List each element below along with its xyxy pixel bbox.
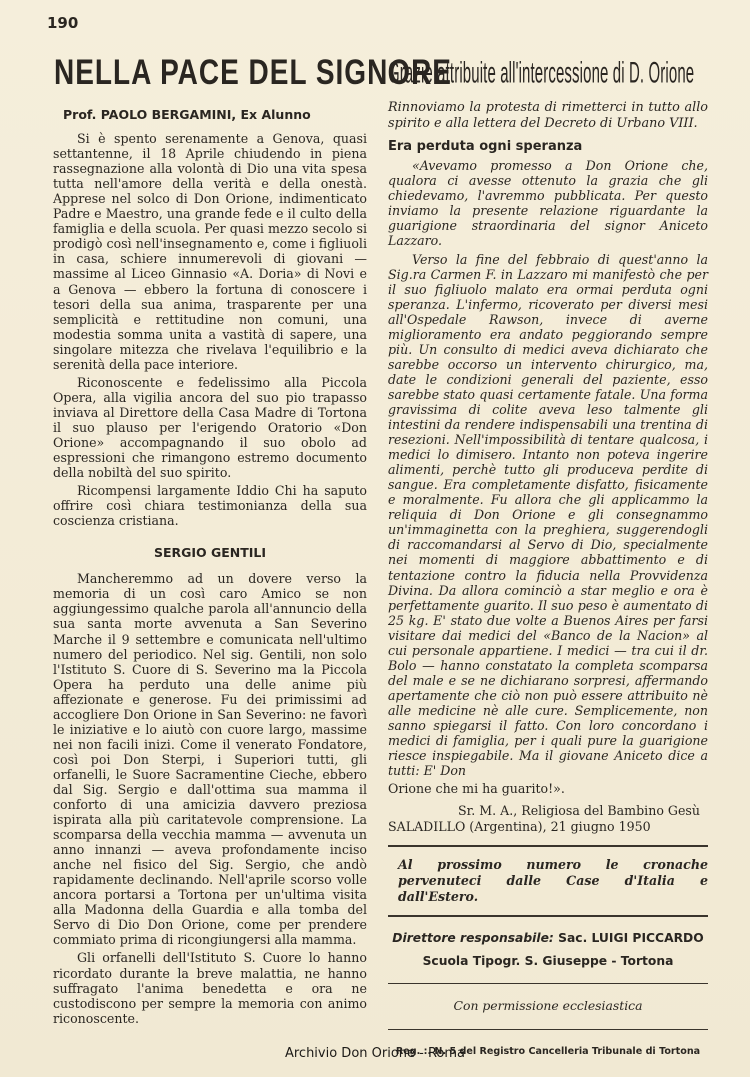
signature <box>388 803 708 835</box>
paragraph: Riconoscente e fedelissimo alla Piccola Opera, alla vigilia ancora del suo pio trapasso inviava al Direttore della Casa Madre di Tortona il suo plauso per l'erigendo Oratorio «Don Orione» accompagnando il suo obolo ad espressioni che rimangono estremo documento della nobiltà del suo spirito. <box>53 374 367 481</box>
registration: Reg. :. N. 5 del Registro Cancelleria Tribunale di Tortona <box>395 1046 701 1058</box>
section-heading: Era perduta ogni speranza <box>388 139 583 155</box>
signature-line: Sr. M. A., Religiosa del Bambino Gesù <box>457 803 700 819</box>
paragraph: «Avevamo promesso a Don Orione che, qualora ci avesse ottenuto la grazia che gli chiedevamo, l'avremmo pubblicata. Per questo inviamo la presente relazione riguardante la guarigione straordinaria del signor Aniceto Lazzaro. <box>388 158 708 249</box>
left-column <box>53 100 367 1029</box>
permission: Con permissione ecclesiastica <box>453 998 643 1014</box>
intro-text: Rinnoviamo la protesta di rimetterci in tutto allo spirito e alla lettera del Decreto di Urbano VIII. <box>388 100 708 131</box>
signature-line: SALADILLO (Argentina), 21 giugno 1950 <box>388 819 651 835</box>
archive-footer: Archivio Don Orione - Roma <box>284 1046 466 1061</box>
divider <box>388 1029 708 1030</box>
right-column <box>388 100 708 1059</box>
byline: Prof. PAOLO BERGAMINI, Ex Alunno <box>63 107 311 122</box>
paragraph: Mancheremmo ad un dovere verso la memoria di un così caro Amico se non aggiungessimo qualche parola all'annuncio della sua santa morte avvenuta a San Severino Marche il 9 settembre e comunicata nell'ultimo numero del periodico. Nel sig. Gentili, non solo l'Istituto S. Cuore di S. Severino ma la Piccola Opera ha perduto una delle anime più affezionate e generose. Fu dei primissimi ad accogliere Don Orione in San Severino: ne favorì le iniziative e lo aiutò con cuore largo, massime nei non facili inizi. Come il venerato Fondatore, così poi Don Sterpi, i Superiori tutti, gli orfanelli, le Suore Sacramentine Cieche, ebbero dal Sig. Sergio e dall'ottima sua mamma il conforto di una amicizia davvero preziosa ispirata alla più caritatevole comprensione. La scomparsa della vecchia mamma — avvenuta un anno innanzi — aveva profondamente inciso anche nel fisico del Sig. Sergio, che andò rapidamente declinando. Nell'aprile scorso volle ancora portarsi a Tortona per un'ultima visita alla Madonna della Guardia e alla tomba del Servo di Dio Don Orione, come per prendere commiato prima di ricongiungersi alla mamma. <box>53 571 367 948</box>
paragraph: Ricompensi largamente Iddio Chi ha saputo offrire così chiara testimonianza della sua coscienza cristiana. <box>53 483 367 529</box>
right-title: Grazie attribuite all'intercessione di D. Orione <box>388 55 695 90</box>
director-name: Sac. LUIGI PICCARDO <box>558 931 704 946</box>
paragraph: Gli orfanelli dell'Istituto S. Cuore lo hanno ricordato durante la breve malattia, ne hanno suffragato l'anima benedetta e ora ne custodiscono per sempre la memoria con animo riconoscente. <box>53 950 367 1026</box>
director-label: Direttore responsabile: <box>392 931 554 946</box>
page-number: 190 <box>47 14 79 32</box>
divider <box>388 845 708 847</box>
paragraph: Orione che mi ha guarito!». <box>388 781 565 797</box>
printer-line: Scuola Tipogr. S. Giuseppe - Tortona <box>422 954 674 969</box>
director-line <box>388 927 708 950</box>
main-title: NELLA PACE DEL SIGNORE <box>54 52 452 92</box>
announcement: Al prossimo numero le cronache pervenuteci dalle Case d'Italia e dall'Estero. <box>398 857 708 905</box>
paragraph: Si è spento serenamente a Genova, quasi settantenne, il 18 Aprile chiudendo in piena rassegnazione alla volontà di Dio una vita spesa tutta nell'amore della verità e della onestà. Apprese nel solco di Don Orione, indimenticato Padre e Maestro, una grande fede e il culto della famiglia e della scuola. Per quasi mezzo secolo si prodigò così nell'insegnamento e, come i figliuoli in casa, schiere innumerevoli di giovani — massime al Liceo Ginnasio «A. Doria» di Novi e a Genova — ebbero la fortuna di conoscere i tesori della sua anima, trasparente per una semplicità e rettitudine non comuni, una modestia somma unita a vastità di sapere, una singolare mitezza che rivelava l'equilibrio e la serenità della pace interiore. <box>53 131 367 372</box>
paragraph: Verso la fine del febbraio di quest'anno la Sig.ra Carmen F. in Lazzaro mi manifestò che per il suo figliuolo malato era ormai perduta ogni speranza. L'infermo, ricoverato per diversi mesi all'Ospedale Rawson, invece di averne miglioramento era andato peggiorando sempre più. Un consulto di medici aveva dichiarato che sarebbe occorso un intervento chirurgico, ma, date le condizioni generali del paziente, esso sarebbe stato quasi certamente fatale. Una forma gravissima di colite aveva leso talmente gli intestini da rendere indispensabili una trentina di resezioni. Nell'impossibilità di tentare qualcosa, i medici lo dimisero. Intanto non poteva ingerire alimenti, perchè tutto gli produceva perdite di sangue. Era completamente disfatto, fisicamente e moralmente. Fu allora che gli applicammo la reliquia di Don Orione e gli consegnammo un'immaginetta con la preghiera, suggerendogli di raccomandarsi al Servo di Dio, specialmente nei momenti di maggiore abbattimento e di tentazione contro la fiducia nella Provvidenza Divina. Da allora cominciò a star meglio e ora è perfettamente guarito. Il suo peso è aumentato di 25 kg. E' stato due volte a Buenos Aires per farsi visitare dai medici del «Banco de la Nacion» al cui personale appartiene. I medici — tra cui il dr. Bolo — hanno constatato la completa scomparsa del male e se ne dichiarano sorpresi, affermando apertamente che ciò non può essere attribuito nè alle medicine nè alle cure. Semplicemente, non sanno spiegarsi il fatto. Con loro concordano i medici di famiglia, per i quali pure la guarigione riesce inspiegabile. Ma il giovane Aniceto dice a tutti: E' Don <box>388 251 708 779</box>
divider <box>388 983 708 984</box>
section-heading: SERGIO GENTILI <box>153 545 267 561</box>
divider <box>388 915 708 917</box>
